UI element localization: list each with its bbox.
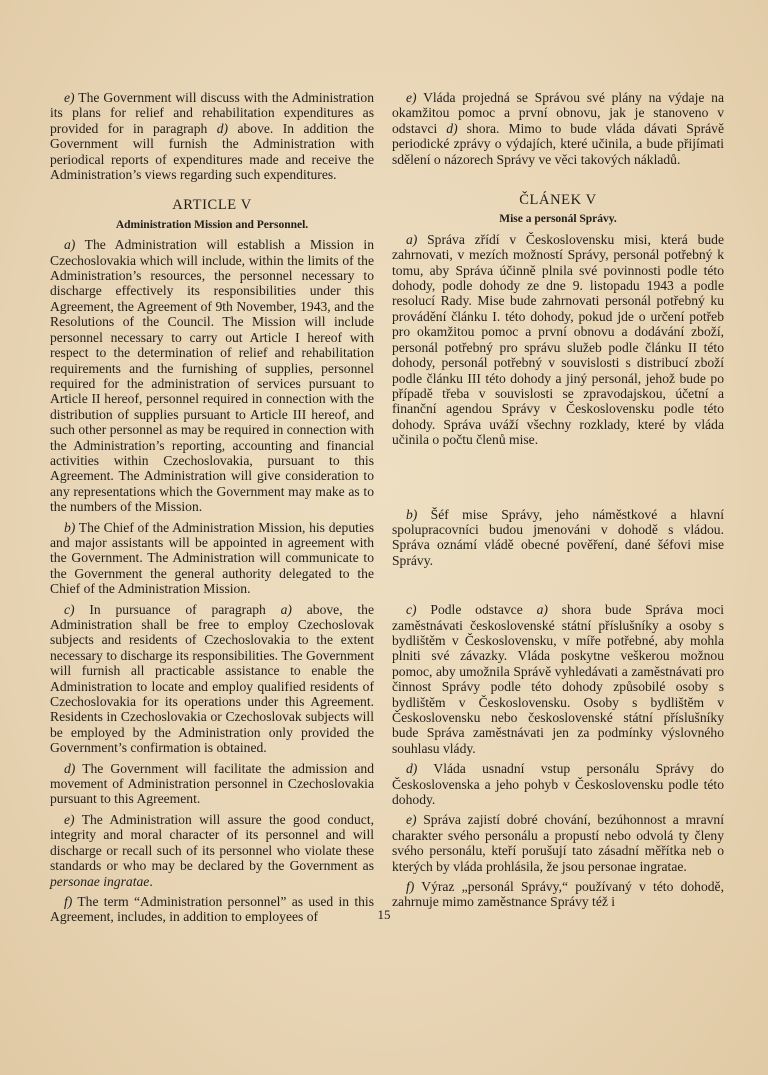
- article-heading: ARTICLE V: [172, 197, 252, 214]
- paragraph-f: f) Výraz „personál Správy,“ používaný v této dohodě, zahrnuje mimo zaměstnance Správy též i: [392, 879, 724, 910]
- paragraph-b: b) The Chief of the Administration Mission, his deputies and major assistants will be appointed in agreement with the Government. The Administration will communicate to the Government the general authority delegated to the Chief of the Administration Mission.: [50, 519, 374, 597]
- czech-column: [392, 90, 724, 915]
- page-number: 15: [377, 907, 391, 922]
- paragraph-c: c) In pursuance of paragraph a) above, the Administration shall be free to employ Czechoslovak subjects and residents of Czechoslovakia to the extent necessary to discharge its responsibilities. The Government will furnish all practicable assistance to enable the Administration to locate and employ qualified residents of Czechoslovakia for its operations under this Agreement. Residents in Czechoslovakia or Czechoslovak subjects will be employed by the Administration only provided the Government’s confirmation is obtained.: [50, 601, 374, 756]
- paragraph-e2: e) The Administration will assure the good conduct, integrity and moral character of its personnel and will discharge or recall such of its personnel who violate these standards or who may be declared by the Government as personae ingratae.: [50, 811, 374, 889]
- paragraph-c: c) Podle odstavce a) shora bude Správa moci zaměstnávati československé státní příslušníky a osoby s bydlištěm v Československu, v míře potřebné, aby mohla plniti své závazky. Vláda poskytne veškerou možnou pomoc, aby umožnila Správě vyhledávati a zaměstnávati pro činnost Správy podle této dohody způsobilé osoby s bydlištěm v Československu. Osoby s bydlištěm v Československu nebo československé státní příslušníky bude Správa zaměstnávati jen za podmínky výslovného souhlasu vlády.: [392, 602, 724, 756]
- paragraph-a: a) Správa zřídí v Československu misi, která bude zahrnovati, v mezích možností Správy, personál potřebný k tomu, aby Správa účinně plnila své povinnosti podle této dohody, podle dohody ze dne 9. listopadu 1943 a podle resolucí Rady. Mise bude zahrnovati personál potřebný ku provádění článku I. této dohody, pokud jde o určení potřeb pro okamžitou pomoc a první obnovu a dodávání zboží, personál potřebný pro správu služeb podle článku II této dohody, personál potřebný v souvislosti s distribucí zboží podle článku III této dohody a jiný personál, jehož bude po případě třeba v souvislosti se zpravodajskou, účetní a finanční agendou Správy v Československu podle této dohody. Správa uváží všechny rozklady, které by vláda učinila o počtu členů mise.: [392, 231, 724, 448]
- english-column: [50, 90, 374, 930]
- paragraph-letter: e): [64, 90, 75, 105]
- article-heading: ČLÁNEK V: [519, 192, 597, 209]
- article-subheading: Administration Mission and Personnel.: [115, 218, 309, 231]
- paragraph-b: b) Šéf mise Správy, jeho náměstkové a hlavní spolupracovníci budou jmenováni v dohodě s vládou. Správa oznámí vládě obecné pověření, dané šéfovi mise Správy.: [392, 506, 724, 568]
- paragraph-f: f) The term “Administration personnel” as used in this Agreement, includes, in addition to employees of: [50, 893, 374, 925]
- paragraph-e: e) The Government will discuss with the Administration its plans for relief and rehabilitation expenditures as provided for in paragraph d) above. In addition the Government will furnish the Administration with periodical reports of expenditures made and receive the Administration’s views regarding such expenditures.: [50, 90, 375, 183]
- paragraph-a: a) The Administration will establish a Mission in Czechoslovakia which will include, within the limits of the Administration’s resources, the personnel necessary to discharge effectively its responsibilities under this Agreement, the Agreement of 9th November, 1943, and the Resolutions of the Council. The Mission will include personnel necessary to carry out Article I hereof with respect to the determination of relief and rehabilitation requirements and the furnishing of supplies, personnel required for the administration of services pursuant to Article II hereof, personnel required in connection with the distribution of supplies pursuant to Article III hereof, and such other personnel as may be required in connection with the Administration’s reporting, accounting and financial activities within Czechoslovakia, pursuant to this Agreement. The Administration will give consideration to any representations which the Government may make as to the numbers of the Mission.: [50, 237, 374, 515]
- paragraph-e2: e) Správa zajistí dobré chování, bezúhonnost a mravní charakter svého personálu a propustí nebo odvolá ty členy svého personálu, kteří porušují tato zásadní měřítka neb o kterých by vláda prohlásila, že jsou personae ingratae.: [392, 812, 724, 874]
- spacer: [392, 453, 724, 469]
- paragraph-d: d) Vláda usnadní vstup personálu Správy do Československa a jeho pohyb v Československu podle této dohody.: [392, 761, 724, 808]
- paragraph-d: d) The Government will facilitate the admission and movement of Administration personnel in Czechoslovakia pursuant to this Agreement.: [50, 760, 374, 807]
- paragraph-e: e) Vláda projedná se Správou své plány na výdaje na okamžitou pomoc a první obnovu, jak je stanoveno v odstavci d) shora. Mimo to bude vláda dávati Správě periodické zprávy o výdajích, které učinila, a bude přijímati sdělení o názorech Správy ve věci takových nákladů.: [392, 90, 725, 167]
- article-subheading: Mise a personál Správy.: [499, 213, 617, 226]
